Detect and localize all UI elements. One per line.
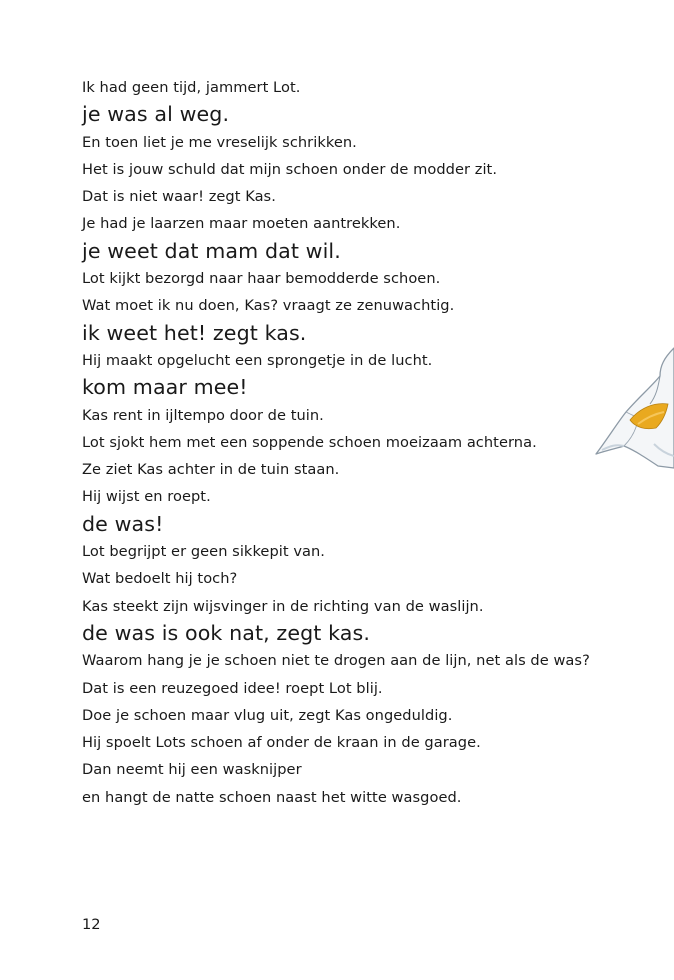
story-line: Hij maakt opgelucht een sprongetje in de lucht. xyxy=(82,351,433,369)
story-line: En toen liet je me vreselijk schrikken. xyxy=(82,133,357,151)
story-line: en hangt de natte schoen naast het witte wasgoed. xyxy=(82,788,462,806)
story-line: Ik had geen tijd, jammert Lot. xyxy=(82,79,301,96)
story-line: Kas steekt zijn wijsvinger in de richting van de waslijn. xyxy=(82,597,484,615)
story-line: Kas rent in ijltempo door de tuin. xyxy=(82,406,324,424)
story-line: Lot begrijpt er geen sikkepit van. xyxy=(82,543,325,561)
story-line: Lot kijkt bezorgd naar haar bemodderde schoen. xyxy=(82,270,441,288)
story-line: Dat is niet waar! zegt Kas. xyxy=(82,188,276,206)
story-line: Waarom hang je je schoen niet te drogen aan de lijn, net als de was? xyxy=(82,652,590,670)
story-line: Je had je laarzen maar moeten aantrekken. xyxy=(82,215,401,233)
story-line: Wat moet ik nu doen, Kas? vraagt ze zenuwachtig. xyxy=(82,297,455,315)
laundry-cloth-illustration-icon xyxy=(594,346,674,470)
story-line: Dan neemt hij een wasknijper xyxy=(82,761,302,779)
story-line: Hij spoelt Lots schoen af onder de kraan in de garage. xyxy=(82,734,481,752)
story-line-emphasis: de was is ook nat, zegt kas. xyxy=(82,620,370,645)
story-line-emphasis: de was! xyxy=(82,511,164,536)
story-line-emphasis: kom maar mee! xyxy=(82,375,248,400)
story-line: Wat bedoelt hij toch? xyxy=(82,570,238,588)
story-line: Lot sjokt hem met een soppende schoen moeizaam achterna. xyxy=(82,433,537,451)
story-line: Hij wijst en roept. xyxy=(82,488,211,506)
story-line: Doe je schoen maar vlug uit, zegt Kas ongeduldig. xyxy=(82,706,453,724)
story-text xyxy=(82,74,642,811)
story-line-emphasis: je was al weg. xyxy=(82,102,230,127)
story-line: Dat is een reuzegoed idee! roept Lot blij. xyxy=(82,679,383,697)
story-line-emphasis: ik weet het! zegt kas. xyxy=(82,320,307,345)
story-line-emphasis: je weet dat mam dat wil. xyxy=(82,238,341,263)
story-line: Het is jouw schuld dat mijn schoen onder de modder zit. xyxy=(82,160,498,178)
story-line: Ze ziet Kas achter in de tuin staan. xyxy=(82,461,340,479)
page-number: 12 xyxy=(82,916,101,933)
